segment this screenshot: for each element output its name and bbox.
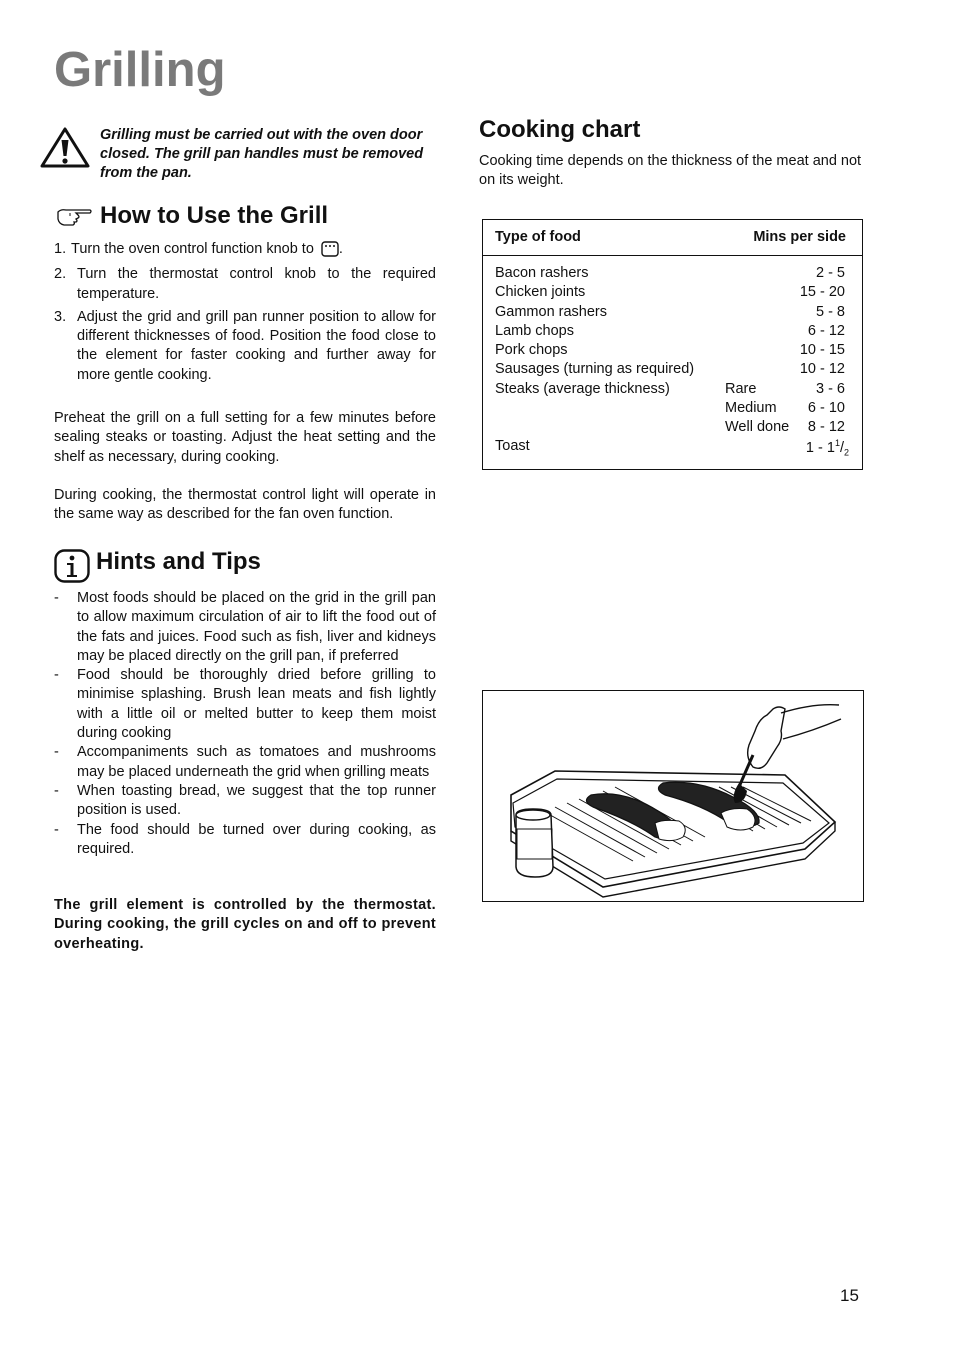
mins-cell: 6 - 12 xyxy=(807,323,845,339)
list-item-text: Most foods should be placed on the grid in the grill pan to allow maximum circulation of air to lift the food out of the fats and juices. Food such as fish, liver and kidneys may be placed directly on the grill pan, if preferred xyxy=(77,590,436,664)
table-row xyxy=(495,342,845,361)
fraction-denominator: 2 xyxy=(843,447,849,458)
thermostat-paragraph: During cooking, the thermostat control light will operate in the same way as described for the fan oven function. xyxy=(54,487,436,523)
food-cell: Toast xyxy=(495,438,530,454)
page-title: Grilling xyxy=(54,43,226,97)
table-row xyxy=(495,265,845,284)
step-text: Adjust the grid and grill pan runner position to allow for different thicknesses of food. Position the food close to the element for faster cooking and further away for more gentle cooking. xyxy=(77,308,436,383)
list-item xyxy=(54,782,436,821)
grill-pan-illustration xyxy=(482,690,864,902)
list-dash: - xyxy=(54,744,59,761)
list-dash: - xyxy=(54,821,59,838)
food-cell: Gammon rashers xyxy=(495,304,608,320)
step-end: . xyxy=(338,241,343,257)
step-item xyxy=(54,308,436,385)
food-cell: Bacon rashers xyxy=(495,265,589,281)
table-row xyxy=(495,419,845,438)
list-item-text: The food should be turned over during cooking, as required. xyxy=(77,821,436,857)
step-item xyxy=(54,265,436,304)
how-to-steps xyxy=(54,240,436,389)
doneness-label: Rare xyxy=(725,381,757,397)
mins-cell: 8 - 12 xyxy=(807,419,845,435)
table-row xyxy=(495,381,845,400)
warning-text: Grilling must be carried out with the oven door closed. The grill pan handles must be removed from the pan. xyxy=(100,127,424,181)
food-cell: Chicken joints xyxy=(495,284,586,300)
preheat-paragraph: Preheat the grill on a full setting for a few minutes before sealing steaks or toasting. Adjust the heat setting and the shelf as necessary, during cooking. xyxy=(54,410,436,465)
mins-whole: 1 - 1 xyxy=(805,439,835,456)
hints-heading: Hints and Tips xyxy=(96,548,261,575)
table-row xyxy=(495,304,845,323)
list-item-text: Accompaniments such as tomatoes and mushrooms may be placed underneath the grid when grilling meats xyxy=(77,744,436,780)
step-text: Turn the thermostat control knob to the required temperature. xyxy=(77,266,436,302)
mins-cell xyxy=(806,438,849,458)
mins-cell: 5 - 8 xyxy=(815,304,845,320)
cooking-chart-heading: Cooking chart xyxy=(479,116,641,143)
info-icon xyxy=(54,549,90,583)
step-number: 1. xyxy=(54,241,67,257)
grill-symbol-icon xyxy=(321,241,339,257)
how-to-heading: How to Use the Grill xyxy=(100,202,329,229)
food-cell: Sausages (turning as required) xyxy=(495,361,695,377)
food-cell: Lamb chops xyxy=(495,323,574,339)
column-header-food: Type of food xyxy=(495,229,581,245)
fraction-numerator: 1 xyxy=(834,438,840,448)
cooking-chart-table xyxy=(482,219,863,470)
food-cell: Pork chops xyxy=(495,342,568,358)
page-number: 15 xyxy=(840,1286,859,1305)
table-row xyxy=(495,438,849,458)
mins-cell: 3 - 6 xyxy=(815,381,845,397)
mins-cell: 2 - 5 xyxy=(815,265,845,281)
step-item xyxy=(54,240,436,259)
table-row xyxy=(495,361,845,380)
list-dash: - xyxy=(54,667,59,684)
cooking-chart-intro: Cooking time depends on the thickness of the meat and not on its weight. xyxy=(479,153,862,189)
list-item xyxy=(54,821,436,860)
fraction-slash: / xyxy=(839,439,844,456)
warning-triangle-icon xyxy=(40,127,90,169)
table-row xyxy=(495,323,845,342)
step-number: 3. xyxy=(54,308,67,325)
doneness-label: Medium xyxy=(725,400,777,416)
food-cell: Steaks (average thickness) xyxy=(495,381,670,397)
doneness-label: Well done xyxy=(725,419,790,435)
table-header xyxy=(483,220,862,256)
list-item-text: When toasting bread, we suggest that the top runner position is used. xyxy=(77,782,436,819)
mins-cell: 10 - 15 xyxy=(799,342,845,358)
step-text: Turn the oven control function knob to xyxy=(71,241,314,257)
list-dash: - xyxy=(54,782,59,799)
pointing-hand-icon xyxy=(56,205,94,227)
list-item xyxy=(54,589,436,666)
step-number: 2. xyxy=(54,266,67,283)
hints-list xyxy=(54,589,436,859)
mins-cell: 6 - 10 xyxy=(807,400,845,416)
table-row xyxy=(495,284,845,303)
table-row xyxy=(495,400,845,419)
mins-cell: 10 - 12 xyxy=(799,361,845,377)
list-item xyxy=(54,743,436,782)
list-item-text: Food should be thoroughly dried before grilling to minimise splashing. Brush lean meats and fish lightly with a little oil or melted butter to keep them moist during cooking xyxy=(77,667,436,742)
mins-cell: 15 - 20 xyxy=(799,284,845,300)
thermostat-note: The grill element is controlled by the thermostat. During cooking, the grill cycles on and off to prevent overheating. xyxy=(54,897,436,952)
list-item xyxy=(54,666,436,743)
list-dash: - xyxy=(54,590,59,606)
column-header-mins: Mins per side xyxy=(753,229,846,245)
